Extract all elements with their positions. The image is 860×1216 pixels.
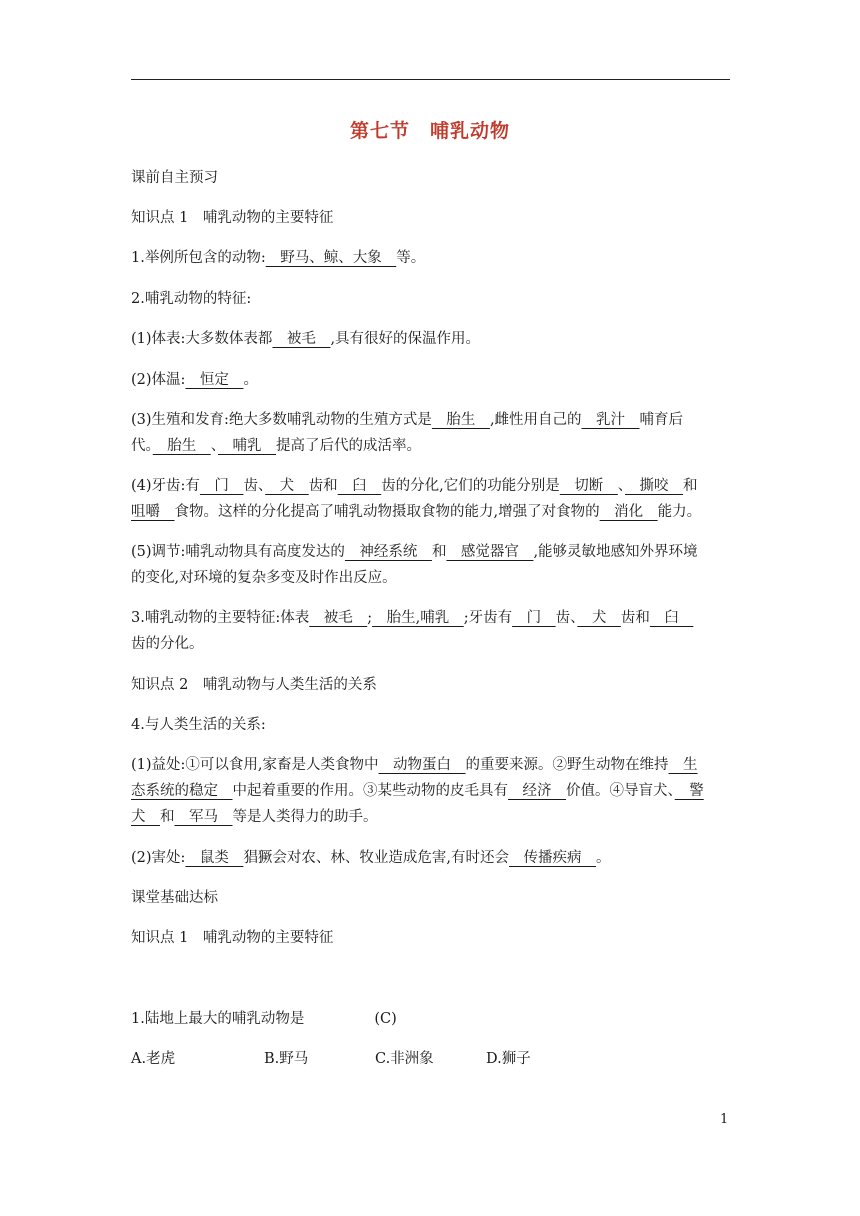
text: 、: [617, 478, 626, 494]
text: 。: [243, 372, 258, 388]
answer-blank: 臼: [337, 478, 382, 494]
answer-blank: 传播疾病: [509, 850, 597, 866]
text: 、: [210, 438, 218, 454]
option-d: D.狮子: [486, 1051, 531, 1067]
q4-1-line2: [131, 781, 730, 801]
text: 等是人类得力的助手。: [232, 809, 378, 825]
answer-blank: 臼: [649, 610, 694, 626]
answer-blank: 动物蛋白: [378, 757, 466, 773]
q4-2: [131, 848, 730, 868]
text: (2)体温:: [131, 372, 186, 388]
answer-blank: 胎生: [431, 412, 490, 428]
text: 齿、: [243, 478, 266, 494]
text: 猖獗会对农、林、牧业造成危害,有时还会: [243, 850, 510, 866]
q3-line1: [131, 608, 730, 628]
text: 哺育后: [639, 412, 684, 428]
q4-heading: 4.与人类生活的关系:: [131, 717, 266, 733]
section-pre-study: 课前自主预习: [131, 170, 218, 186]
text: 能力。: [657, 504, 702, 520]
header-rule: [131, 79, 730, 80]
answer-text: (C): [374, 1011, 397, 1027]
kp2-heading: 知识点 2 哺乳动物与人类生活的关系: [131, 677, 377, 693]
text: (5)调节:哺乳动物具有高度发达的: [131, 544, 345, 560]
text: (1)益处:①可以食用,家畜是人类食物中: [131, 757, 379, 773]
q1-prefix: 1.举例所包含的动物:: [131, 250, 266, 266]
answer-blank: 门: [199, 478, 244, 494]
option-b: B.野马: [264, 1051, 309, 1067]
section-class-basics: 课堂基础达标: [131, 890, 218, 906]
answer-blank: 犬: [577, 610, 621, 626]
q2-4-line1: [131, 476, 730, 496]
question-text: 1.陆地上最大的哺乳动物是: [131, 1011, 305, 1027]
answer-blank: 生: [668, 757, 698, 773]
q1: [131, 248, 730, 268]
answer-blank: 恒定: [185, 372, 244, 388]
q1-suffix: 等。: [396, 250, 426, 266]
text: 齿和: [620, 610, 650, 626]
q2-4-line2: [131, 502, 730, 522]
q2-5-line1: [131, 542, 730, 562]
text: 和: [683, 478, 698, 494]
text: 和: [431, 544, 447, 560]
text: 提高了后代的成活率。: [276, 438, 421, 454]
page-number: 1: [720, 1112, 729, 1127]
text: 齿、: [555, 610, 578, 626]
text: 的重要来源。②野生动物在维持: [465, 757, 669, 773]
text: ,雌性用自己的: [489, 412, 582, 428]
text: 齿和: [308, 478, 338, 494]
answer-blank: 咀嚼: [131, 504, 175, 520]
answer-blank: 撕咬: [625, 478, 684, 494]
text: 3.哺乳动物的主要特征:体表: [131, 610, 310, 626]
answer-blank: 态系统的稳定: [131, 783, 233, 799]
text: 代。: [131, 438, 153, 454]
page-title: 第七节 哺乳动物: [349, 120, 510, 142]
answer-blank: 鼠类: [185, 850, 244, 866]
text: 。: [596, 850, 611, 866]
answer-blank: 犬: [131, 809, 160, 825]
answer-blank: 经济: [508, 783, 566, 799]
text: (1)体表:大多数体表都: [131, 331, 273, 347]
answer-blank: 犬: [265, 478, 309, 494]
answer-blank: 切断: [559, 478, 618, 494]
text: ,能够灵敏地感知外界环境: [533, 544, 698, 560]
text: (3)生殖和发育:绝大多数哺乳动物的生殖方式是: [131, 412, 432, 428]
answer-blank: 胎生: [152, 438, 211, 454]
q2-1: [131, 329, 730, 349]
q4-1-line1: [131, 755, 730, 775]
text: 和: [160, 809, 175, 825]
kp1b-heading: 知识点 1 哺乳动物的主要特征: [131, 930, 334, 946]
text: 食物。这样的分化提高了哺乳动物摄取食物的能力,增强了对食物的: [174, 504, 600, 520]
option-c: C.非洲象: [375, 1051, 434, 1067]
text: ;: [367, 610, 373, 626]
text: ,具有很好的保温作用。: [330, 331, 481, 347]
text: (4)牙齿:有: [131, 478, 200, 494]
q2-2: [131, 370, 730, 390]
answer-blank: 警: [674, 783, 704, 799]
answer-blank: 消化: [599, 504, 658, 520]
answer-blank: 军马: [174, 809, 233, 825]
text: ;牙齿有: [463, 610, 513, 626]
kp1-heading: 知识点 1 哺乳动物的主要特征: [131, 210, 334, 226]
answer-blank: 神经系统: [344, 544, 432, 560]
text: 价值。④导盲犬、: [566, 783, 675, 799]
answer-blank: 感觉器官: [446, 544, 534, 560]
answer-blank: 被毛: [309, 610, 368, 626]
answer-blank: 胎生,哺乳: [372, 610, 464, 626]
mc1-question: [131, 1009, 730, 1029]
q2-heading: 2.哺乳动物的特征:: [131, 291, 252, 307]
answer-blank: 被毛: [272, 331, 331, 347]
answer-blank: 乳汁: [581, 412, 640, 428]
q2-3-line1: [131, 410, 730, 430]
answer-blank: 门: [512, 610, 556, 626]
q2-3-line2: [131, 436, 730, 456]
q4-1-line3: [131, 807, 730, 827]
q3-line2: 齿的分化。: [131, 636, 204, 652]
text: 齿的分化,它们的功能分别是: [381, 478, 560, 494]
text: 中起着重要的作用。③某些动物的皮毛具有: [232, 783, 508, 799]
mc1-options: [131, 1049, 730, 1069]
q1-answer: 野马、鲸、大象: [265, 250, 397, 266]
text: (2)害处:: [131, 850, 186, 866]
answer-blank: 哺乳: [218, 438, 276, 454]
q2-5-line2: 的变化,对环境的复杂多变及时作出反应。: [131, 570, 397, 586]
option-a: A.老虎: [131, 1051, 176, 1067]
